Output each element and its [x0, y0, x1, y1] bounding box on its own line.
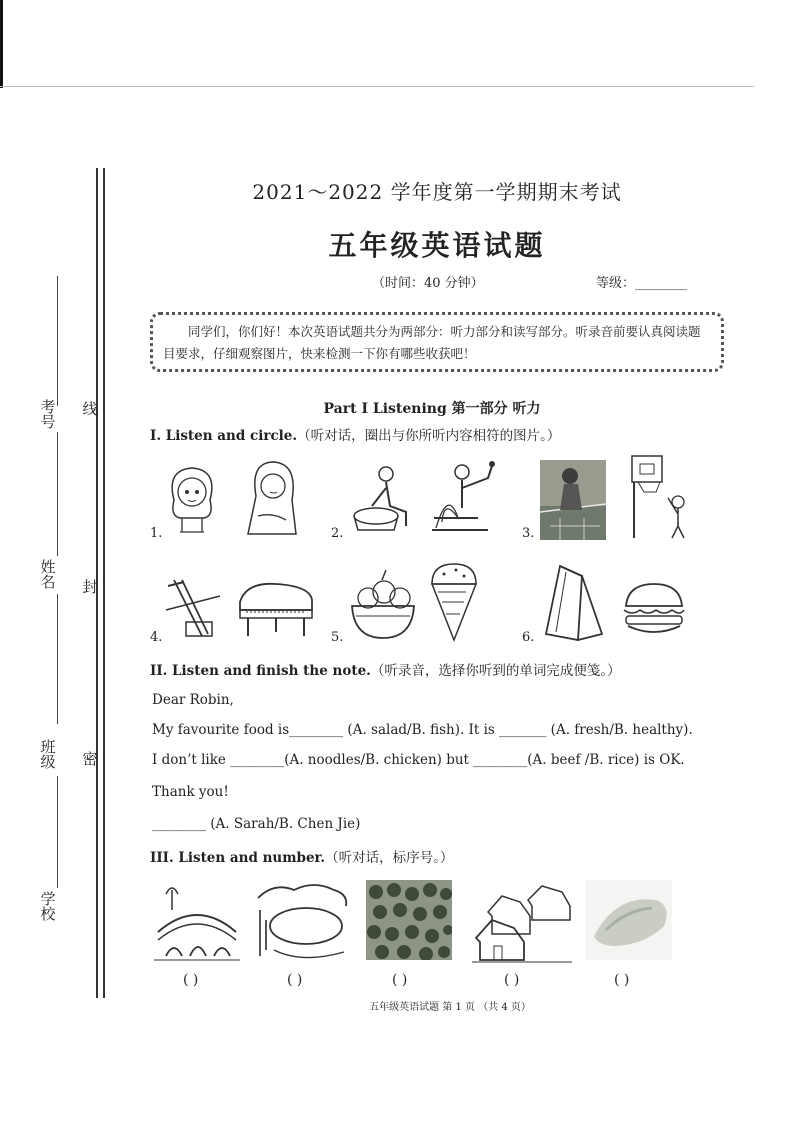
section1-title [150, 424, 560, 444]
section3-title-cn: （听对话，标序号。） [325, 850, 454, 866]
sandwich-icon[interactable] [542, 562, 606, 642]
instructions-text: 同学们，你们好！本次英语试题共分为两部分：听力部分和读写部分。听录音前要认真阅读题目要求，仔细观察图片，快来检测一下你有哪些收获吧！ [163, 324, 701, 361]
xingming-line [57, 432, 58, 556]
bridge-icon[interactable] [152, 880, 242, 964]
banji-line [57, 594, 58, 724]
item-number-1: 1. [150, 526, 163, 541]
note-line-5: ________ (A. Sarah/B. Chen Jie) [152, 816, 361, 832]
field-banji: 班级 [40, 738, 56, 771]
exam-time: （时间：40 分钟） [372, 276, 484, 291]
hamburger-icon[interactable] [620, 580, 688, 640]
fruit-bowl-icon[interactable] [348, 566, 418, 642]
piano-icon[interactable] [236, 576, 316, 638]
part1-heading: Part I Listening 第一部分 听力 [323, 401, 541, 417]
section3-title [150, 846, 453, 866]
item-number-3: 3. [522, 526, 535, 541]
exam-title: 2021～2022 学年度第一学期期末考试 [252, 180, 622, 204]
item-number-6: 6. [522, 630, 535, 645]
kaohao-line [57, 276, 58, 406]
section3-title-en: III. Listen and number. [150, 850, 326, 866]
scan-edge-mark [0, 0, 3, 88]
grade-field: 等级：________ [596, 276, 688, 291]
page-footer: 五年级英语试题 第 1 页 （共 4 页） [369, 1002, 531, 1013]
girl-icon[interactable] [160, 460, 224, 540]
seal-feng: 封 [82, 578, 98, 596]
note-line-1: Dear Robin, [152, 692, 234, 708]
field-xuexiao: 学校 [40, 890, 56, 923]
washing-clothes-icon[interactable] [350, 462, 418, 538]
answer-bracket-2[interactable]: ( ) [287, 972, 303, 988]
item-number-5: 5. [331, 630, 344, 645]
cooking-icon[interactable] [428, 458, 500, 538]
ice-cream-icon[interactable] [428, 562, 480, 642]
grass-photo[interactable] [586, 880, 672, 960]
answer-bracket-4[interactable]: ( ) [504, 972, 520, 988]
note-line-4: Thank you! [152, 784, 229, 800]
note-line-2: My favourite food is________ (A. salad/B. fish). It is _______ (A. fresh/B. healthy). [152, 722, 693, 738]
section2-title-cn: （听录音，选择你听到的单词完成便笺。） [370, 663, 621, 679]
answer-bracket-5[interactable]: ( ) [614, 972, 630, 988]
woman-icon[interactable] [240, 456, 302, 540]
ping-pong-photo[interactable] [540, 460, 606, 540]
erhu-icon[interactable] [162, 576, 224, 640]
seal-mi: 密 [82, 750, 98, 768]
page-top-line [0, 86, 754, 87]
field-xingming: 姓名 [40, 558, 56, 591]
item-number-4: 4. [150, 630, 163, 645]
lake-icon[interactable] [254, 880, 350, 966]
basketball-icon[interactable] [624, 452, 694, 540]
section2-title [150, 659, 621, 679]
subject-title: 五年级英语试题 [328, 229, 546, 262]
note-line-3: I don’t like ________(A. noodles/B. chicken) but ________(A. beef /B. rice) is OK. [152, 752, 685, 768]
seal-xian: 线 [82, 400, 98, 418]
answer-bracket-1[interactable]: ( ) [183, 972, 199, 988]
instructions-box [150, 312, 724, 372]
section1-title-cn: （听对话，圈出与你所听内容相符的图片。） [297, 428, 561, 444]
item-number-2: 2. [331, 526, 344, 541]
section2-title-en: II. Listen and finish the note. [150, 663, 371, 679]
forest-photo[interactable] [366, 880, 452, 960]
xuexiao-line [57, 776, 58, 888]
houses-icon[interactable] [470, 880, 574, 966]
answer-bracket-3[interactable]: ( ) [392, 972, 408, 988]
field-kaohao: 考号 [40, 398, 56, 431]
section1-title-en: I. Listen and circle. [150, 428, 298, 444]
